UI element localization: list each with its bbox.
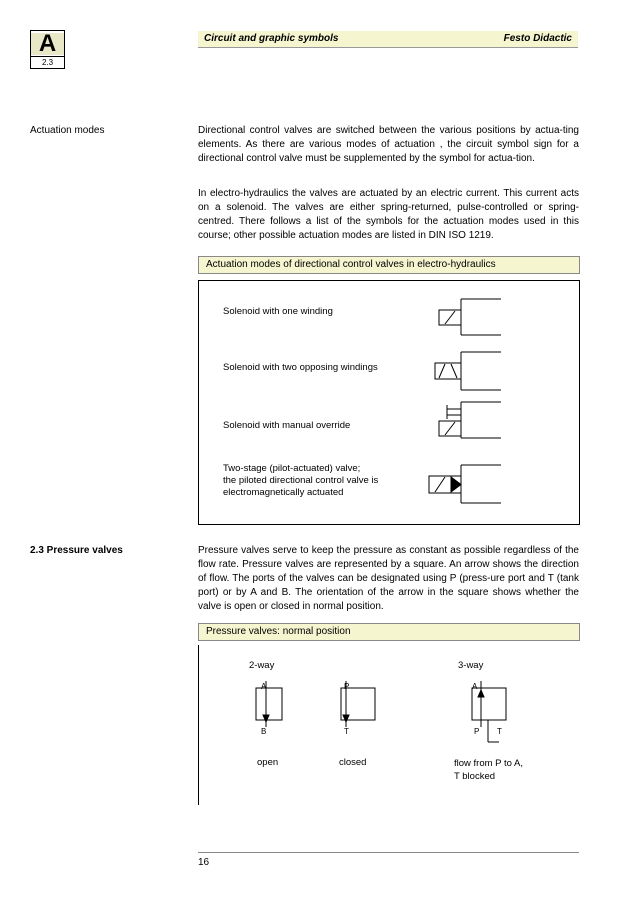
solenoid-one-label: Solenoid with one winding: [223, 306, 333, 317]
chapter-box: [30, 30, 65, 69]
port-p-closed: P: [344, 682, 350, 691]
two-stage-symbol: [429, 465, 501, 503]
port-t-closed: T: [344, 727, 349, 736]
header-title: Circuit and graphic symbols: [204, 33, 339, 44]
two-way-label: 2-way: [249, 660, 275, 671]
flow-line-1: flow from P to A,: [454, 758, 523, 769]
actuation-paragraph-1: Directional control valves are switched between the various positions by actua-ting elements. As there are various modes of actuation , the circuit symbol sign for a directional control valve must be supplemented by the symbol for actua-tion.: [198, 125, 579, 164]
two-stage-line-3: electromagnetically actuated: [223, 487, 344, 498]
solenoid-manual-symbol: [439, 402, 501, 438]
two-stage-line-1: Two-stage (pilot-actuated) valve;: [223, 463, 361, 474]
actuation-symbols-frame: [198, 280, 580, 525]
actuation-caption-text: Actuation modes of directional control valves in electro-hydraulics: [206, 259, 496, 270]
chapter-letter: A: [31, 33, 64, 55]
solenoid-two-symbol: [435, 352, 501, 390]
two-way-open-symbol: [256, 681, 282, 727]
footer-rule: [198, 852, 579, 853]
pressure-symbols-frame: [198, 645, 579, 805]
pressure-side-heading: 2.3 Pressure valves: [30, 545, 123, 556]
solenoid-manual-label: Solenoid with manual override: [223, 420, 351, 431]
pressure-caption: [198, 623, 580, 641]
port-p-3way: P: [474, 727, 480, 736]
flow-label: [454, 757, 523, 783]
actuation-paragraph-2: In electro-hydraulics the valves are actuated by an electric current. This current acts on a solenoid. The valves are either spring-returned, pulse-controlled or spring-centred. There follows a list of the symbols for the actuation modes used in this course; other possible actuation modes are listed in DIN ISO 1219.: [198, 188, 579, 241]
port-b-open: B: [261, 727, 267, 736]
pressure-paragraph: Pressure valves serve to keep the pressure as constant as possible regardless of the flow rate. Pressure valves are represented by a square. An arrow shows the direction of flow. The ports of the valves can be designated using P (press-ure port and T (tank port) or by A and B. The orientation of the arrow in the square shows whether the valve is open or closed in normal position.: [198, 545, 579, 612]
actuation-caption: [198, 256, 580, 274]
actuation-side-heading: Actuation modes: [30, 125, 105, 136]
actuation-symbols-drawing: [199, 281, 579, 524]
closed-label: closed: [339, 757, 367, 768]
page-number: 16: [198, 857, 210, 868]
header-publisher: Festo Didactic: [503, 33, 572, 44]
port-a-3way: A: [472, 682, 478, 691]
solenoid-one-symbol: [439, 299, 501, 335]
header-bar: [198, 31, 578, 48]
solenoid-two-label: Solenoid with two opposing windings: [223, 362, 378, 373]
chapter-section: 2.3: [31, 56, 64, 68]
open-label: open: [257, 757, 279, 768]
port-t-3way: T: [497, 727, 502, 736]
pressure-caption-text: Pressure valves: normal position: [206, 626, 351, 637]
three-way-label: 3-way: [458, 660, 484, 671]
port-a-open: A: [261, 682, 267, 691]
flow-line-2: T blocked: [454, 771, 496, 782]
two-stage-line-2: the piloted directional control valve is: [223, 475, 379, 486]
